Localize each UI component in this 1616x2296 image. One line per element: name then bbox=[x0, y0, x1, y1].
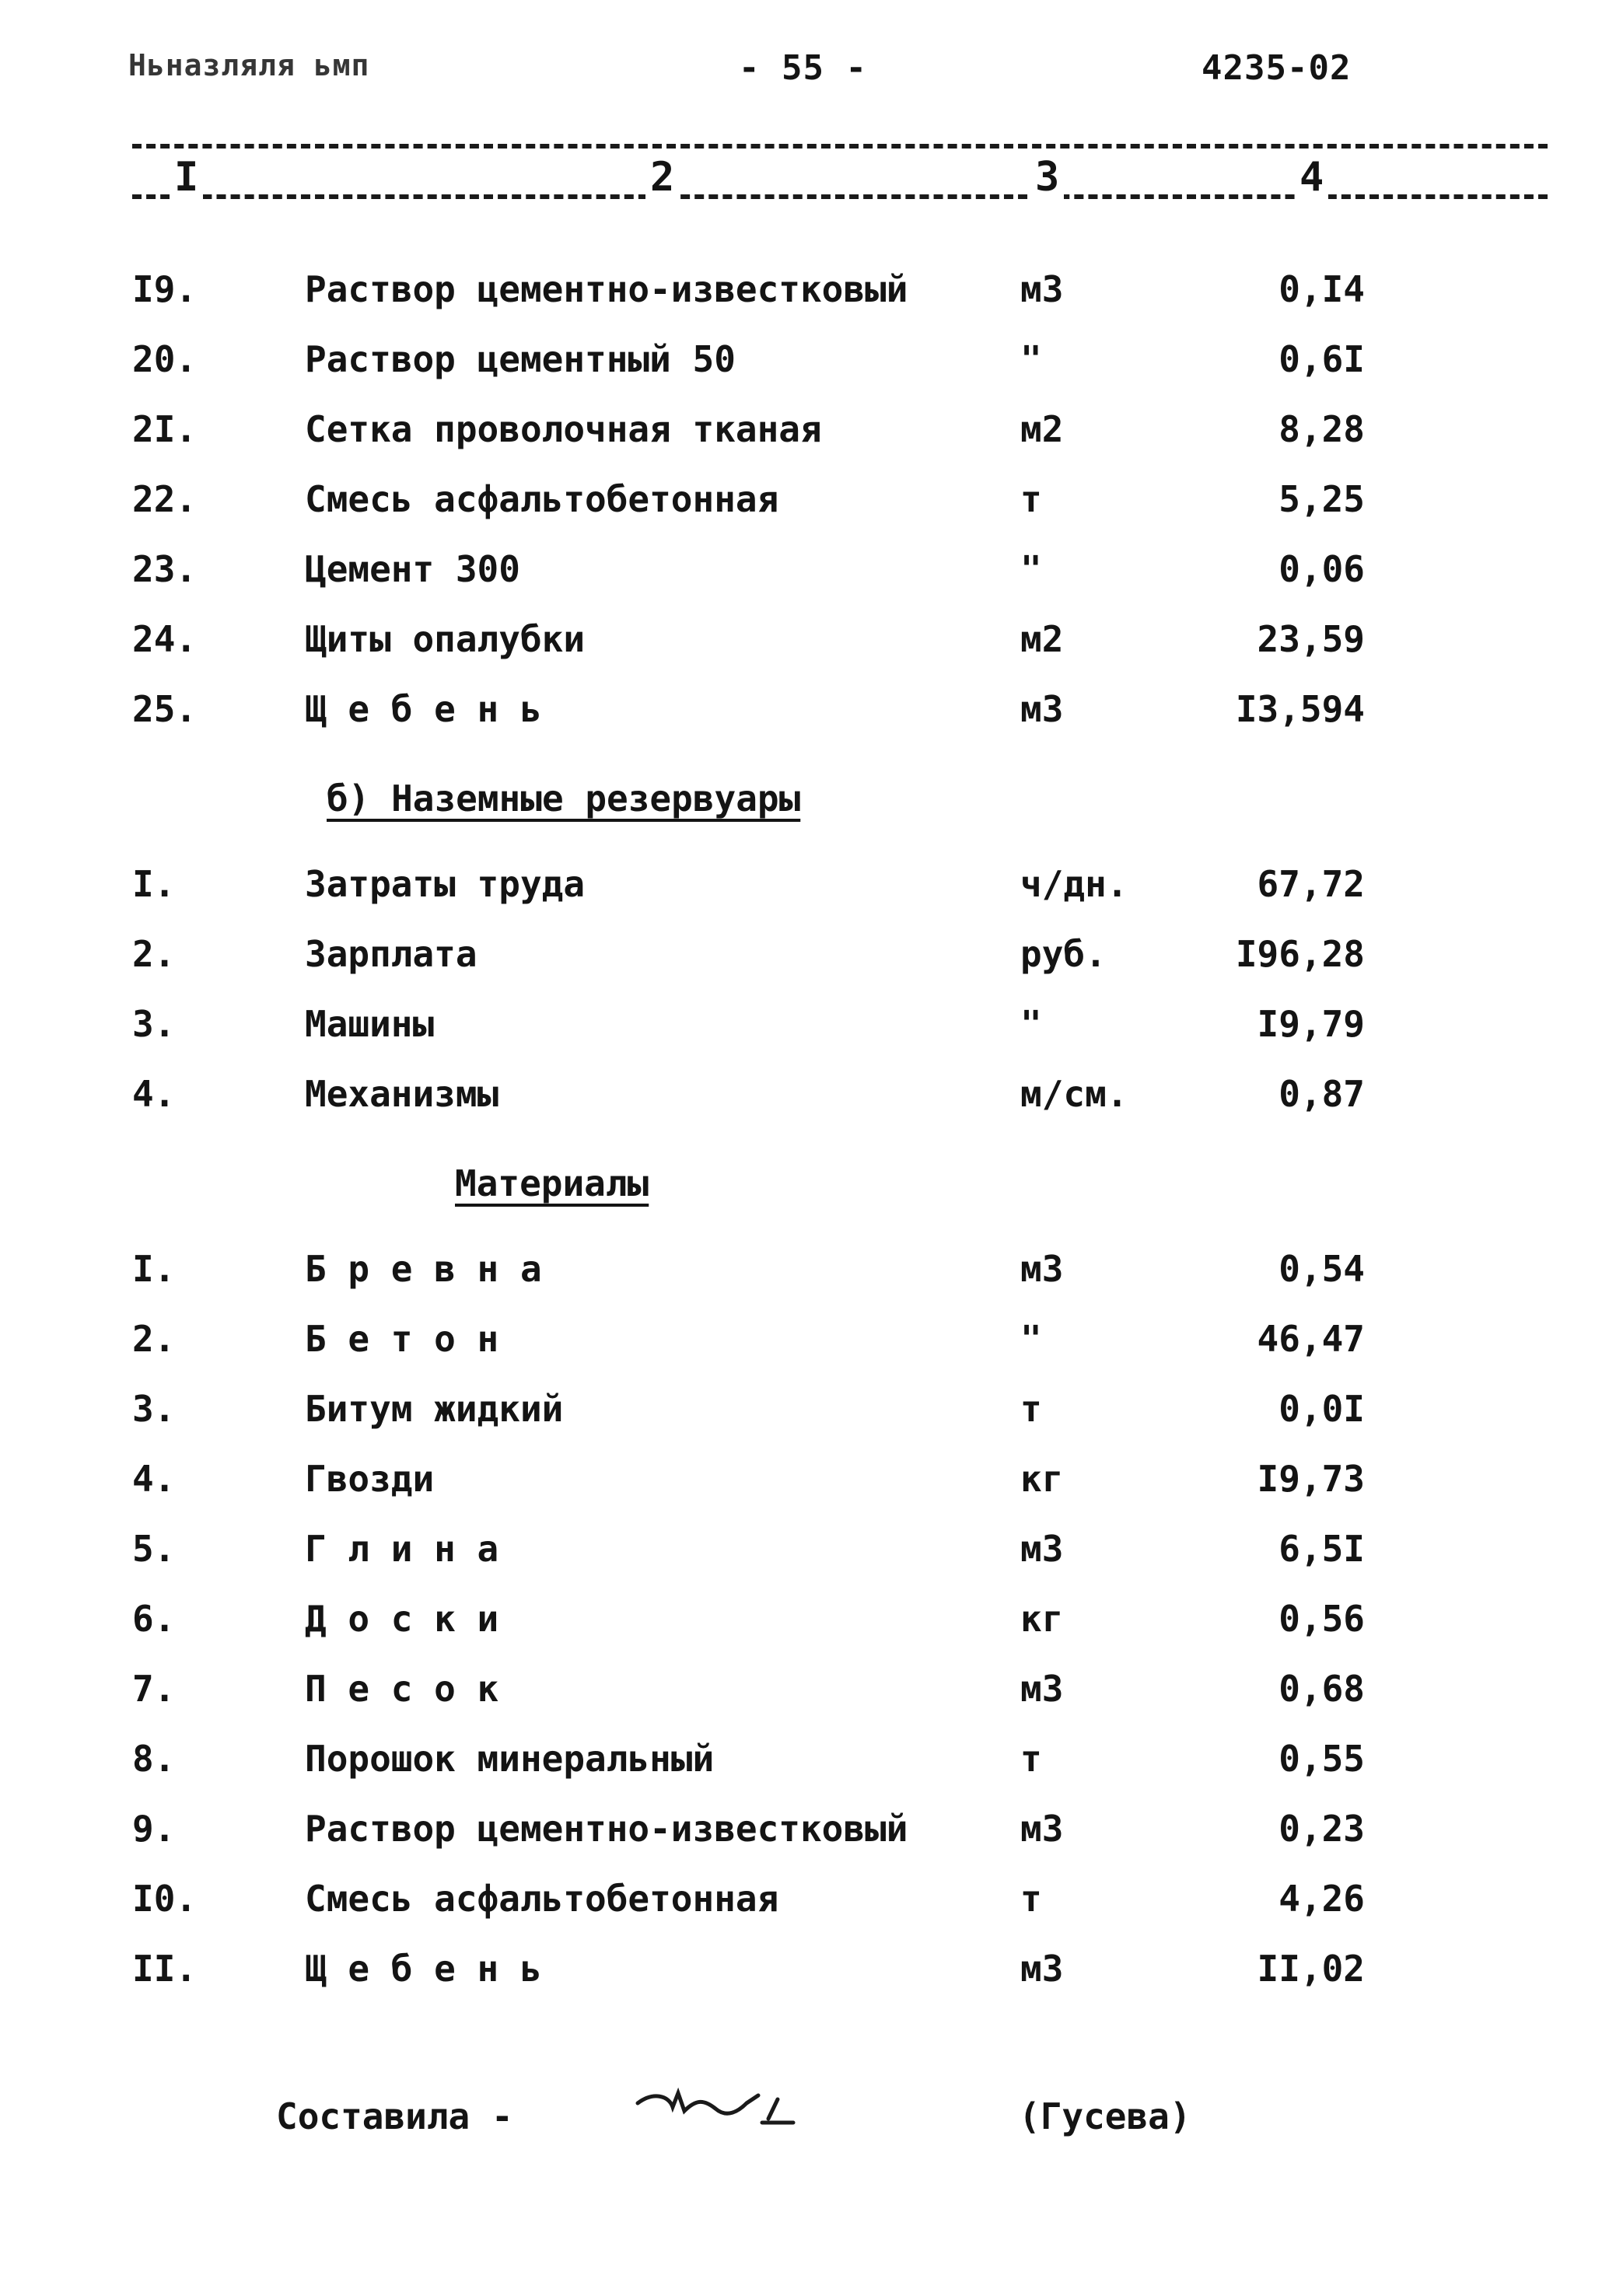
row-unit: м3 bbox=[1020, 268, 1064, 310]
row-number: 9. bbox=[132, 1808, 176, 1850]
row-value: 6,5I bbox=[1278, 1528, 1365, 1570]
header-stamp: Ньназляля ьмп bbox=[128, 48, 370, 82]
column-number-2: 2 bbox=[645, 154, 679, 201]
row-name: Щ е б е н ь bbox=[305, 688, 542, 730]
table-row bbox=[0, 1668, 1616, 1730]
table-row bbox=[0, 1808, 1616, 1870]
row-unit: " bbox=[1020, 1318, 1042, 1360]
row-value: 0,6I bbox=[1278, 338, 1365, 380]
table-row bbox=[0, 1738, 1616, 1800]
row-number: 2. bbox=[132, 1318, 176, 1360]
row-unit: т bbox=[1020, 1738, 1042, 1780]
row-number: 7. bbox=[132, 1668, 176, 1710]
row-number: I0. bbox=[132, 1878, 198, 1920]
table-top-rule bbox=[132, 144, 1548, 149]
column-number-4: 4 bbox=[1295, 154, 1328, 201]
row-number: I9. bbox=[132, 268, 198, 310]
row-unit: кг bbox=[1020, 1598, 1064, 1640]
table-row bbox=[0, 863, 1616, 925]
row-number: 3. bbox=[132, 1003, 176, 1045]
row-name: Гвозди bbox=[305, 1458, 435, 1500]
row-value: 0,54 bbox=[1278, 1248, 1365, 1290]
table-row bbox=[0, 1948, 1616, 2010]
row-name: Сетка проволочная тканая bbox=[305, 408, 822, 450]
row-unit: " bbox=[1020, 338, 1042, 380]
table-row bbox=[0, 1388, 1616, 1450]
table-row bbox=[0, 1073, 1616, 1135]
row-value: I9,79 bbox=[1257, 1003, 1365, 1045]
compiled-by-label: Составила - bbox=[276, 2095, 513, 2137]
row-name: Г л и н а bbox=[305, 1528, 499, 1570]
row-number: 25. bbox=[132, 688, 198, 730]
row-number: 4. bbox=[132, 1458, 176, 1500]
row-name: Механизмы bbox=[305, 1073, 499, 1115]
row-number: I. bbox=[132, 1248, 176, 1290]
row-name: Раствор цементно-известковый bbox=[305, 1808, 908, 1850]
row-number: 2I. bbox=[132, 408, 198, 450]
row-name: Щ е б е н ь bbox=[305, 1948, 542, 1990]
table-row bbox=[0, 688, 1616, 750]
row-name: Смесь асфальтобетонная bbox=[305, 478, 779, 520]
row-value: II,02 bbox=[1257, 1948, 1365, 1990]
row-unit: т bbox=[1020, 478, 1042, 520]
row-name: Затраты труда bbox=[305, 863, 586, 905]
row-name: Смесь асфальтобетонная bbox=[305, 1878, 779, 1920]
row-value: 0,68 bbox=[1278, 1668, 1365, 1710]
table-row bbox=[0, 1528, 1616, 1590]
row-number: 2. bbox=[132, 933, 176, 975]
row-number: 6. bbox=[132, 1598, 176, 1640]
table-row bbox=[0, 618, 1616, 680]
row-value: I3,594 bbox=[1235, 688, 1365, 730]
column-number-1: I bbox=[170, 154, 203, 201]
table-row bbox=[0, 1318, 1616, 1380]
row-number: 4. bbox=[132, 1073, 176, 1115]
row-name: Щиты опалубки bbox=[305, 618, 586, 660]
document-number: 4235-02 bbox=[1202, 48, 1352, 88]
row-name: Цемент 300 bbox=[305, 548, 520, 590]
row-value: 0,23 bbox=[1278, 1808, 1365, 1850]
row-value: 0,I4 bbox=[1278, 268, 1365, 310]
row-unit: т bbox=[1020, 1878, 1042, 1920]
table-row bbox=[0, 1248, 1616, 1310]
row-name: Д о с к и bbox=[305, 1598, 499, 1640]
row-unit: т bbox=[1020, 1388, 1042, 1430]
row-unit: м2 bbox=[1020, 618, 1064, 660]
row-number: I. bbox=[132, 863, 176, 905]
table-header-rule bbox=[132, 194, 1548, 199]
row-name: Раствор цементный 50 bbox=[305, 338, 736, 380]
table-row bbox=[0, 548, 1616, 610]
row-unit: м/см. bbox=[1020, 1073, 1128, 1115]
row-unit: м3 bbox=[1020, 1528, 1064, 1570]
row-unit: " bbox=[1020, 1003, 1042, 1045]
table-row bbox=[0, 1598, 1616, 1660]
table-row bbox=[0, 933, 1616, 995]
signature-mark bbox=[630, 2076, 809, 2138]
row-value: I9,73 bbox=[1257, 1458, 1365, 1500]
row-name: Порошок минеральный bbox=[305, 1738, 715, 1780]
row-number: 8. bbox=[132, 1738, 176, 1780]
row-value: 0,55 bbox=[1278, 1738, 1365, 1780]
row-unit: м3 bbox=[1020, 1248, 1064, 1290]
row-value: 0,87 bbox=[1278, 1073, 1365, 1115]
row-unit: м3 bbox=[1020, 1668, 1064, 1710]
row-value: 8,28 bbox=[1278, 408, 1365, 450]
row-unit: м3 bbox=[1020, 688, 1064, 730]
row-number: 5. bbox=[132, 1528, 176, 1570]
table-row bbox=[0, 478, 1616, 540]
row-value: 5,25 bbox=[1278, 478, 1365, 520]
table-row bbox=[0, 268, 1616, 330]
row-value: 67,72 bbox=[1257, 863, 1365, 905]
row-name: Б е т о н bbox=[305, 1318, 499, 1360]
row-unit: ч/дн. bbox=[1020, 863, 1128, 905]
compiler-name: (Гусева) bbox=[1019, 2095, 1191, 2137]
row-number: 3. bbox=[132, 1388, 176, 1430]
section-title: б) Наземные резервуары bbox=[327, 778, 801, 820]
row-name: Б р е в н а bbox=[305, 1248, 542, 1290]
row-number: 22. bbox=[132, 478, 198, 520]
row-name: Зарплата bbox=[305, 933, 477, 975]
row-name: Раствор цементно-известковый bbox=[305, 268, 908, 310]
row-unit: м2 bbox=[1020, 408, 1064, 450]
table-row bbox=[0, 1003, 1616, 1065]
row-unit: м3 bbox=[1020, 1948, 1064, 1990]
row-value: 46,47 bbox=[1257, 1318, 1365, 1360]
page-marker: - 55 - bbox=[739, 48, 867, 88]
table-row bbox=[0, 1458, 1616, 1520]
row-value: 0,56 bbox=[1278, 1598, 1365, 1640]
row-number: 20. bbox=[132, 338, 198, 380]
table-row bbox=[0, 338, 1616, 400]
table-row bbox=[0, 1878, 1616, 1940]
row-name: Битум жидкий bbox=[305, 1388, 564, 1430]
row-value: 4,26 bbox=[1278, 1878, 1365, 1920]
table-row bbox=[0, 408, 1616, 470]
row-unit: руб. bbox=[1020, 933, 1107, 975]
column-number-3: 3 bbox=[1030, 154, 1064, 201]
materials-title: Материалы bbox=[455, 1162, 649, 1204]
row-value: 0,06 bbox=[1278, 548, 1365, 590]
row-value: 0,0I bbox=[1278, 1388, 1365, 1430]
row-unit: " bbox=[1020, 548, 1042, 590]
row-name: П е с о к bbox=[305, 1668, 499, 1710]
row-value: 23,59 bbox=[1257, 618, 1365, 660]
row-unit: кг bbox=[1020, 1458, 1064, 1500]
row-unit: м3 bbox=[1020, 1808, 1064, 1850]
row-number: II. bbox=[132, 1948, 198, 1990]
row-number: 24. bbox=[132, 618, 198, 660]
row-value: I96,28 bbox=[1235, 933, 1365, 975]
row-name: Машины bbox=[305, 1003, 435, 1045]
row-number: 23. bbox=[132, 548, 198, 590]
